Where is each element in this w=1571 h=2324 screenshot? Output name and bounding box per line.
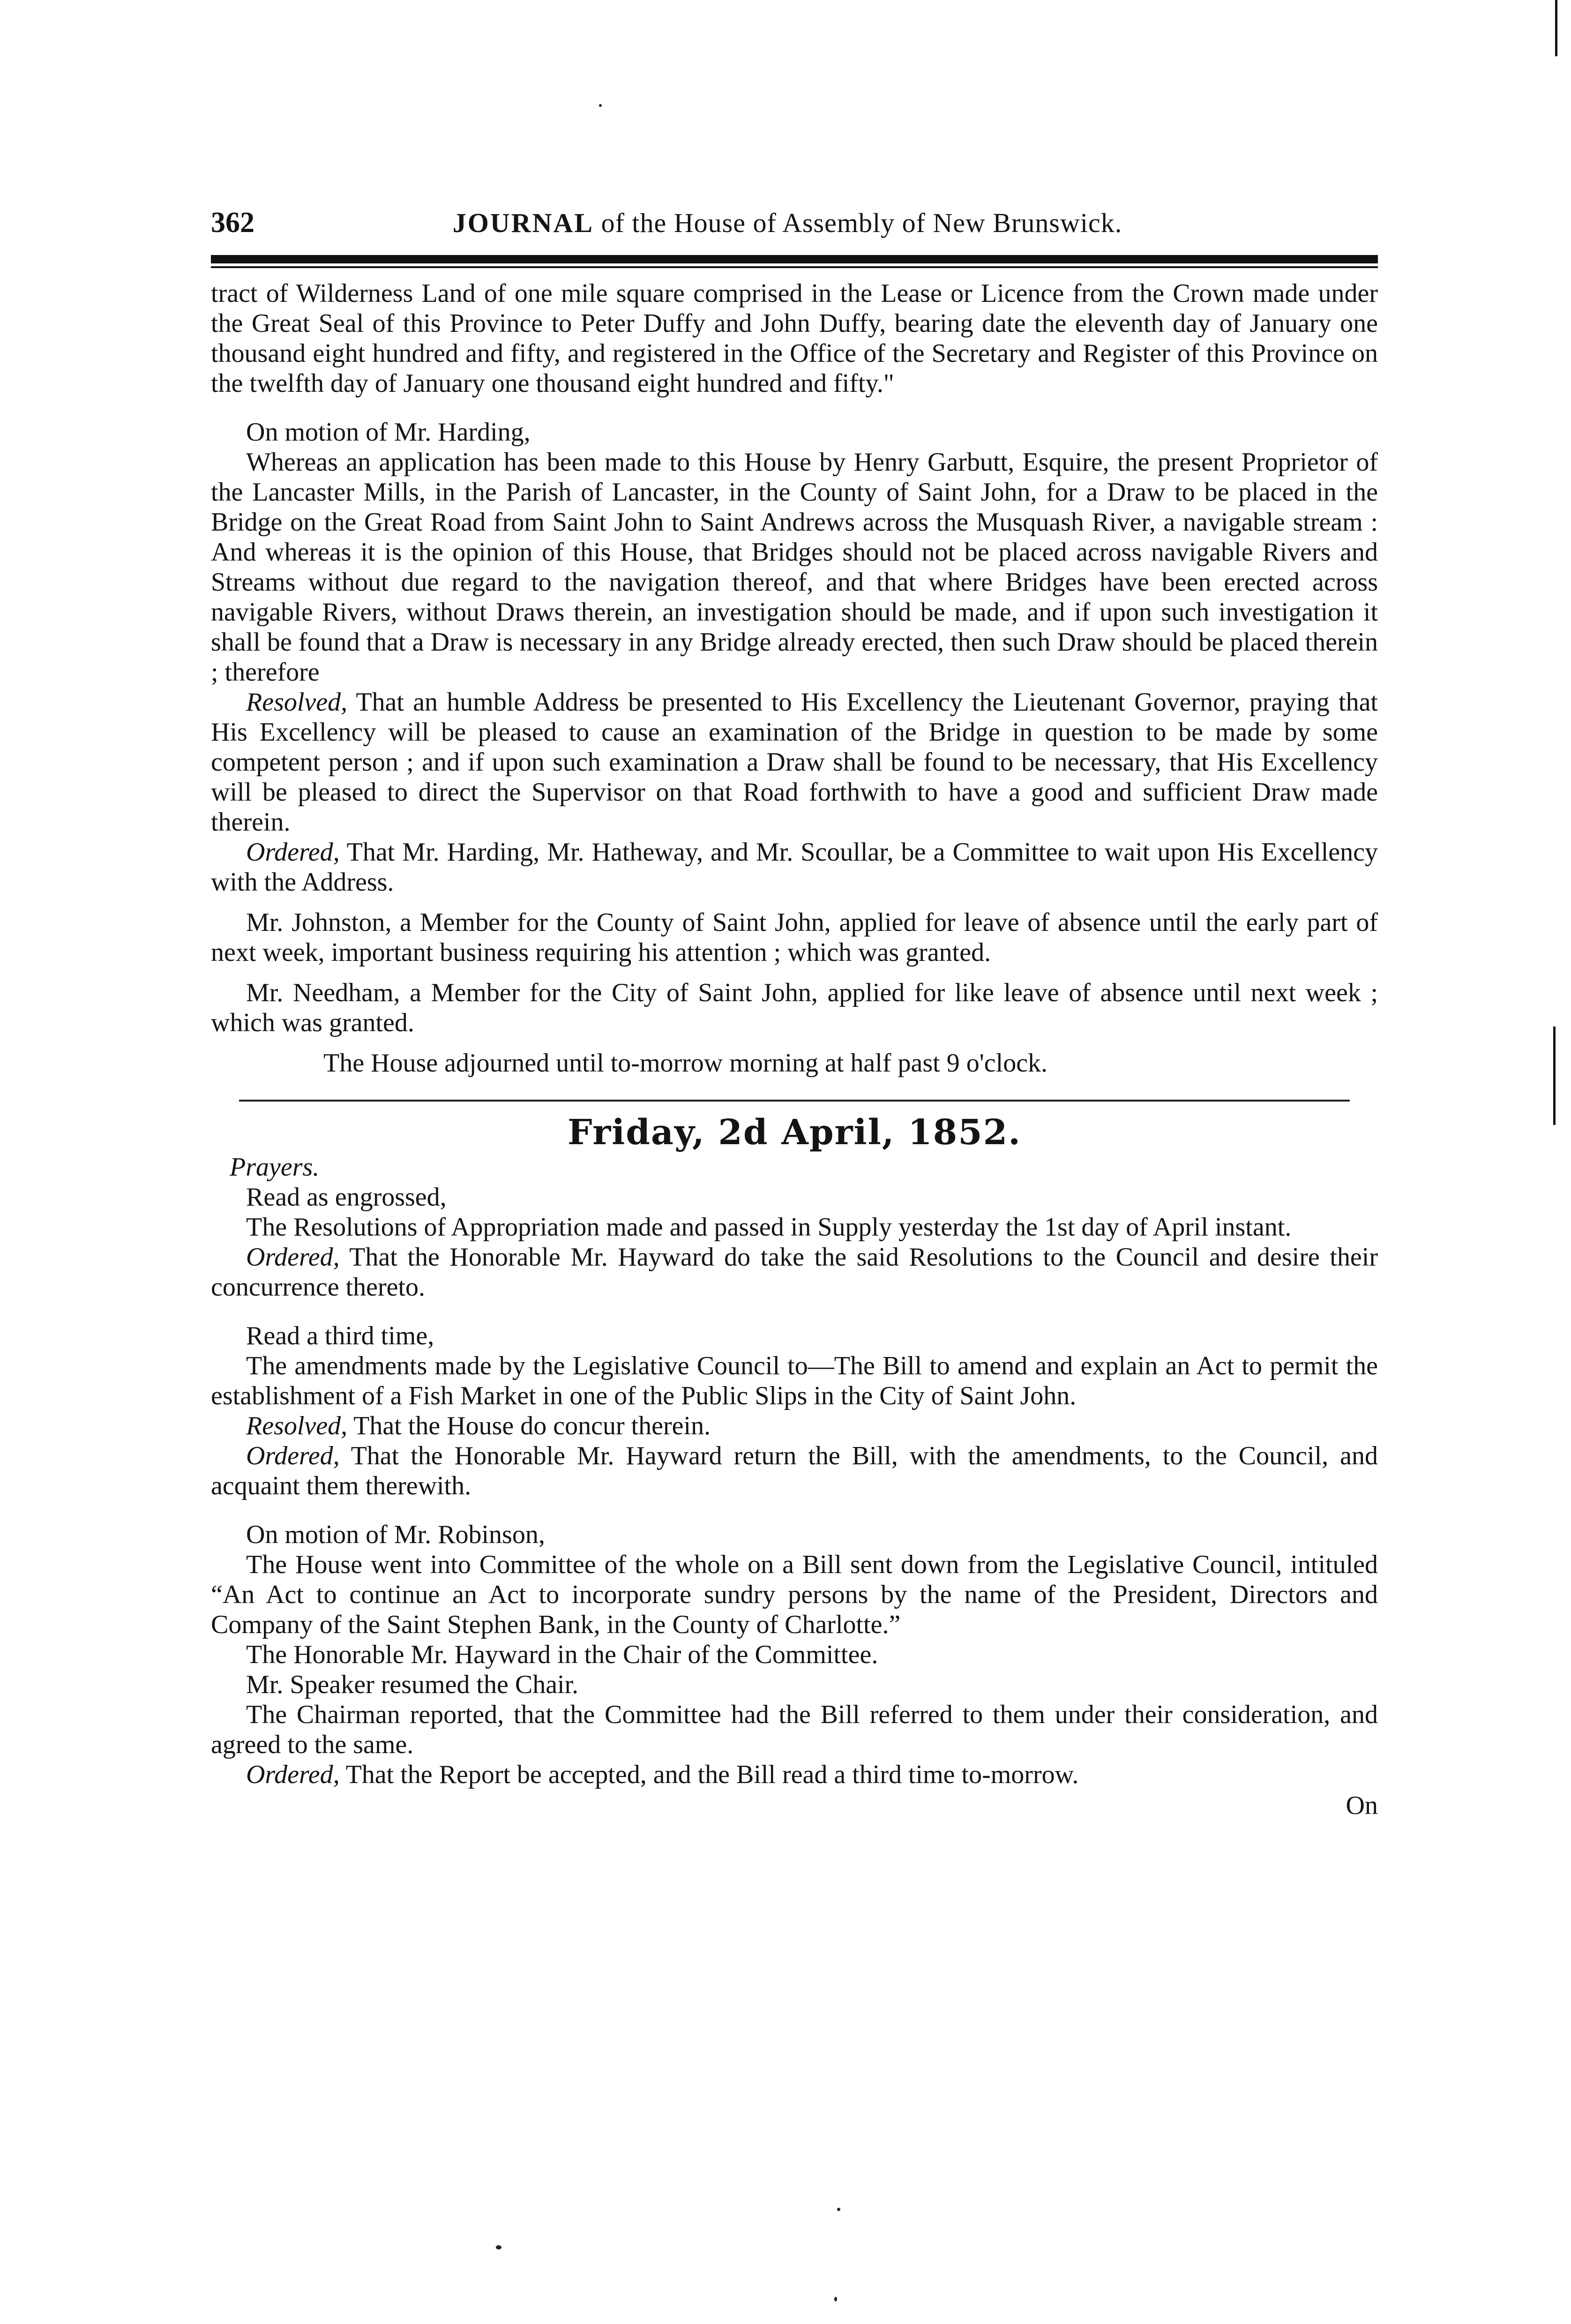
page-number: 362 (211, 207, 254, 239)
resolved-label: Resolved, (246, 688, 348, 717)
resolved-text: That an humble Address be presented to His Excellency the Lieutenant Governor, praying that His Excellency will be pleased to cause an examination of the Bridge in question to be made by some competent person ; and if upon such examination a Draw shall be found to be necessary, that His Excellency will be pleased to direct the Supervisor on that Road forthwith to have a good and sufficient Draw made therein. (211, 688, 1378, 837)
harding-motion: On motion of Mr. Harding, (246, 418, 531, 447)
robinson-chair: The Honorable Mr. Hayward in the Chair of the Committee. (246, 1640, 878, 1669)
ordered-label: Ordered, (246, 1760, 340, 1789)
robinson-motion: On motion of Mr. Robinson, (246, 1520, 545, 1549)
ordered-text: That the Honorable Mr. Hayward return the Bill, with the amendments, to the Council, and acquaint them therewith. (211, 1441, 1378, 1500)
ordered-label: Ordered, (246, 1243, 340, 1272)
section-divider (239, 1100, 1350, 1102)
harding-resolved (211, 687, 1378, 837)
continued-paragraph: tract of Wilderness Land of one mile square comprised in the Lease or Licence from the Crown made under the Great Seal of this Province to Peter Duffy and John Duffy, bearing date the eleventh day of January one thousand eight hundred and fifty, and registered in the Office of the Secretary and Register of this Province on the twelfth day of January one thousand eight hundred and fifty." (211, 279, 1378, 398)
ordered-text: That the Report be accepted, and the Bill read a third time to-morrow. (339, 1760, 1079, 1789)
prayers (211, 1152, 1378, 1182)
catchword: On (1346, 1791, 1378, 1820)
header-rule-thin (211, 266, 1378, 268)
scan-edge-line (1555, 0, 1557, 56)
engrossed-text: The Resolutions of Appropriation made and passed in Supply yesterday the 1st day of April instant. (246, 1213, 1292, 1242)
harding-whereas: Whereas an application has been made to this House by Henry Garbutt, Esquire, the present Proprietor of the Lancaster Mills, in the Parish of Lancaster, in the County of Saint John, for a Draw to be placed in the Bridge on the Great Road from Saint John to Saint Andrews across the Musquash River, a navigable stream : And whereas it is the opinion of this House, that Bridges should not be placed across navigable Rivers and Streams without due regard to the navigation thereof, and that where Bridges have been erected across navigable Rivers, without Draws therein, an investigation should be made, and if upon such investigation it shall be found that a Draw is necessary in any Bridge already erected, then such Draw should be placed therein ; therefore (211, 448, 1378, 687)
running-head (211, 206, 1378, 248)
ordered-text: That Mr. Harding, Mr. Hatheway, and Mr. Scoullar, be a Committee to wait upon His Excellency with the Address. (211, 838, 1378, 897)
robinson-ordered (211, 1760, 1378, 1790)
journal-title-prefix: JOURNAL (452, 208, 594, 238)
date-heading: Friday, 2d April, 1852. (567, 1112, 1022, 1153)
header-rule (211, 255, 1378, 263)
ordered-label: Ordered, (246, 1441, 340, 1470)
third-resolved (211, 1411, 1378, 1441)
johnston-leave: Mr. Johnston, a Member for the County of Saint John, applied for leave of absence until the early part of next week, important business requiring his attention ; which was granted. (211, 908, 1378, 967)
resolved-text: That the House do concur therein. (347, 1411, 711, 1440)
resolved-label: Resolved, (246, 1411, 348, 1440)
robinson-speaker: Mr. Speaker resumed the Chair. (246, 1670, 579, 1699)
third-text: The amendments made by the Legislative Council to—The Bill to amend and explain an Act to permit the establishment of a Fish Market in one of the Public Slips in the City of Saint John. (211, 1351, 1378, 1410)
journal-title (291, 207, 1378, 239)
adjourned-line: The House adjourned until to-morrow morning at half past 9 o'clock. (323, 1049, 1048, 1078)
needham-leave: Mr. Needham, a Member for the City of Saint John, applied for like leave of absence until next week ; which was granted. (211, 978, 1378, 1037)
journal-title-rest: of the House of Assembly of New Brunswick. (601, 208, 1122, 238)
scan-edge-line (1553, 1027, 1556, 1125)
journal-body (211, 278, 1378, 1821)
harding-ordered (211, 837, 1378, 897)
scan-speck (837, 2208, 840, 2211)
robinson-committee: The House went into Committee of the whole on a Bill sent down from the Legislative Council, intituled “An Act to continue an Act to incorporate sundry persons by the name of the President, Directors and Company of the Saint Stephen Bank, in the County of Charlotte.” (211, 1550, 1378, 1639)
engrossed-read: Read as engrossed, (246, 1183, 447, 1212)
prayers-label: Prayers. (230, 1153, 320, 1182)
journal-page (211, 206, 1378, 1821)
ordered-text: That the Honorable Mr. Hayward do take the said Resolutions to the Council and desire their concurrence thereto. (211, 1243, 1378, 1302)
third-ordered (211, 1441, 1378, 1501)
scan-speck (496, 2245, 501, 2249)
robinson-report: The Chairman reported, that the Committee had the Bill referred to them under their consideration, and agreed to the same. (211, 1700, 1378, 1759)
engrossed-ordered (211, 1242, 1378, 1302)
scan-speck (599, 104, 602, 107)
ordered-label: Ordered, (246, 838, 340, 867)
third-read: Read a third time, (246, 1321, 434, 1350)
scan-speck (834, 2297, 837, 2302)
